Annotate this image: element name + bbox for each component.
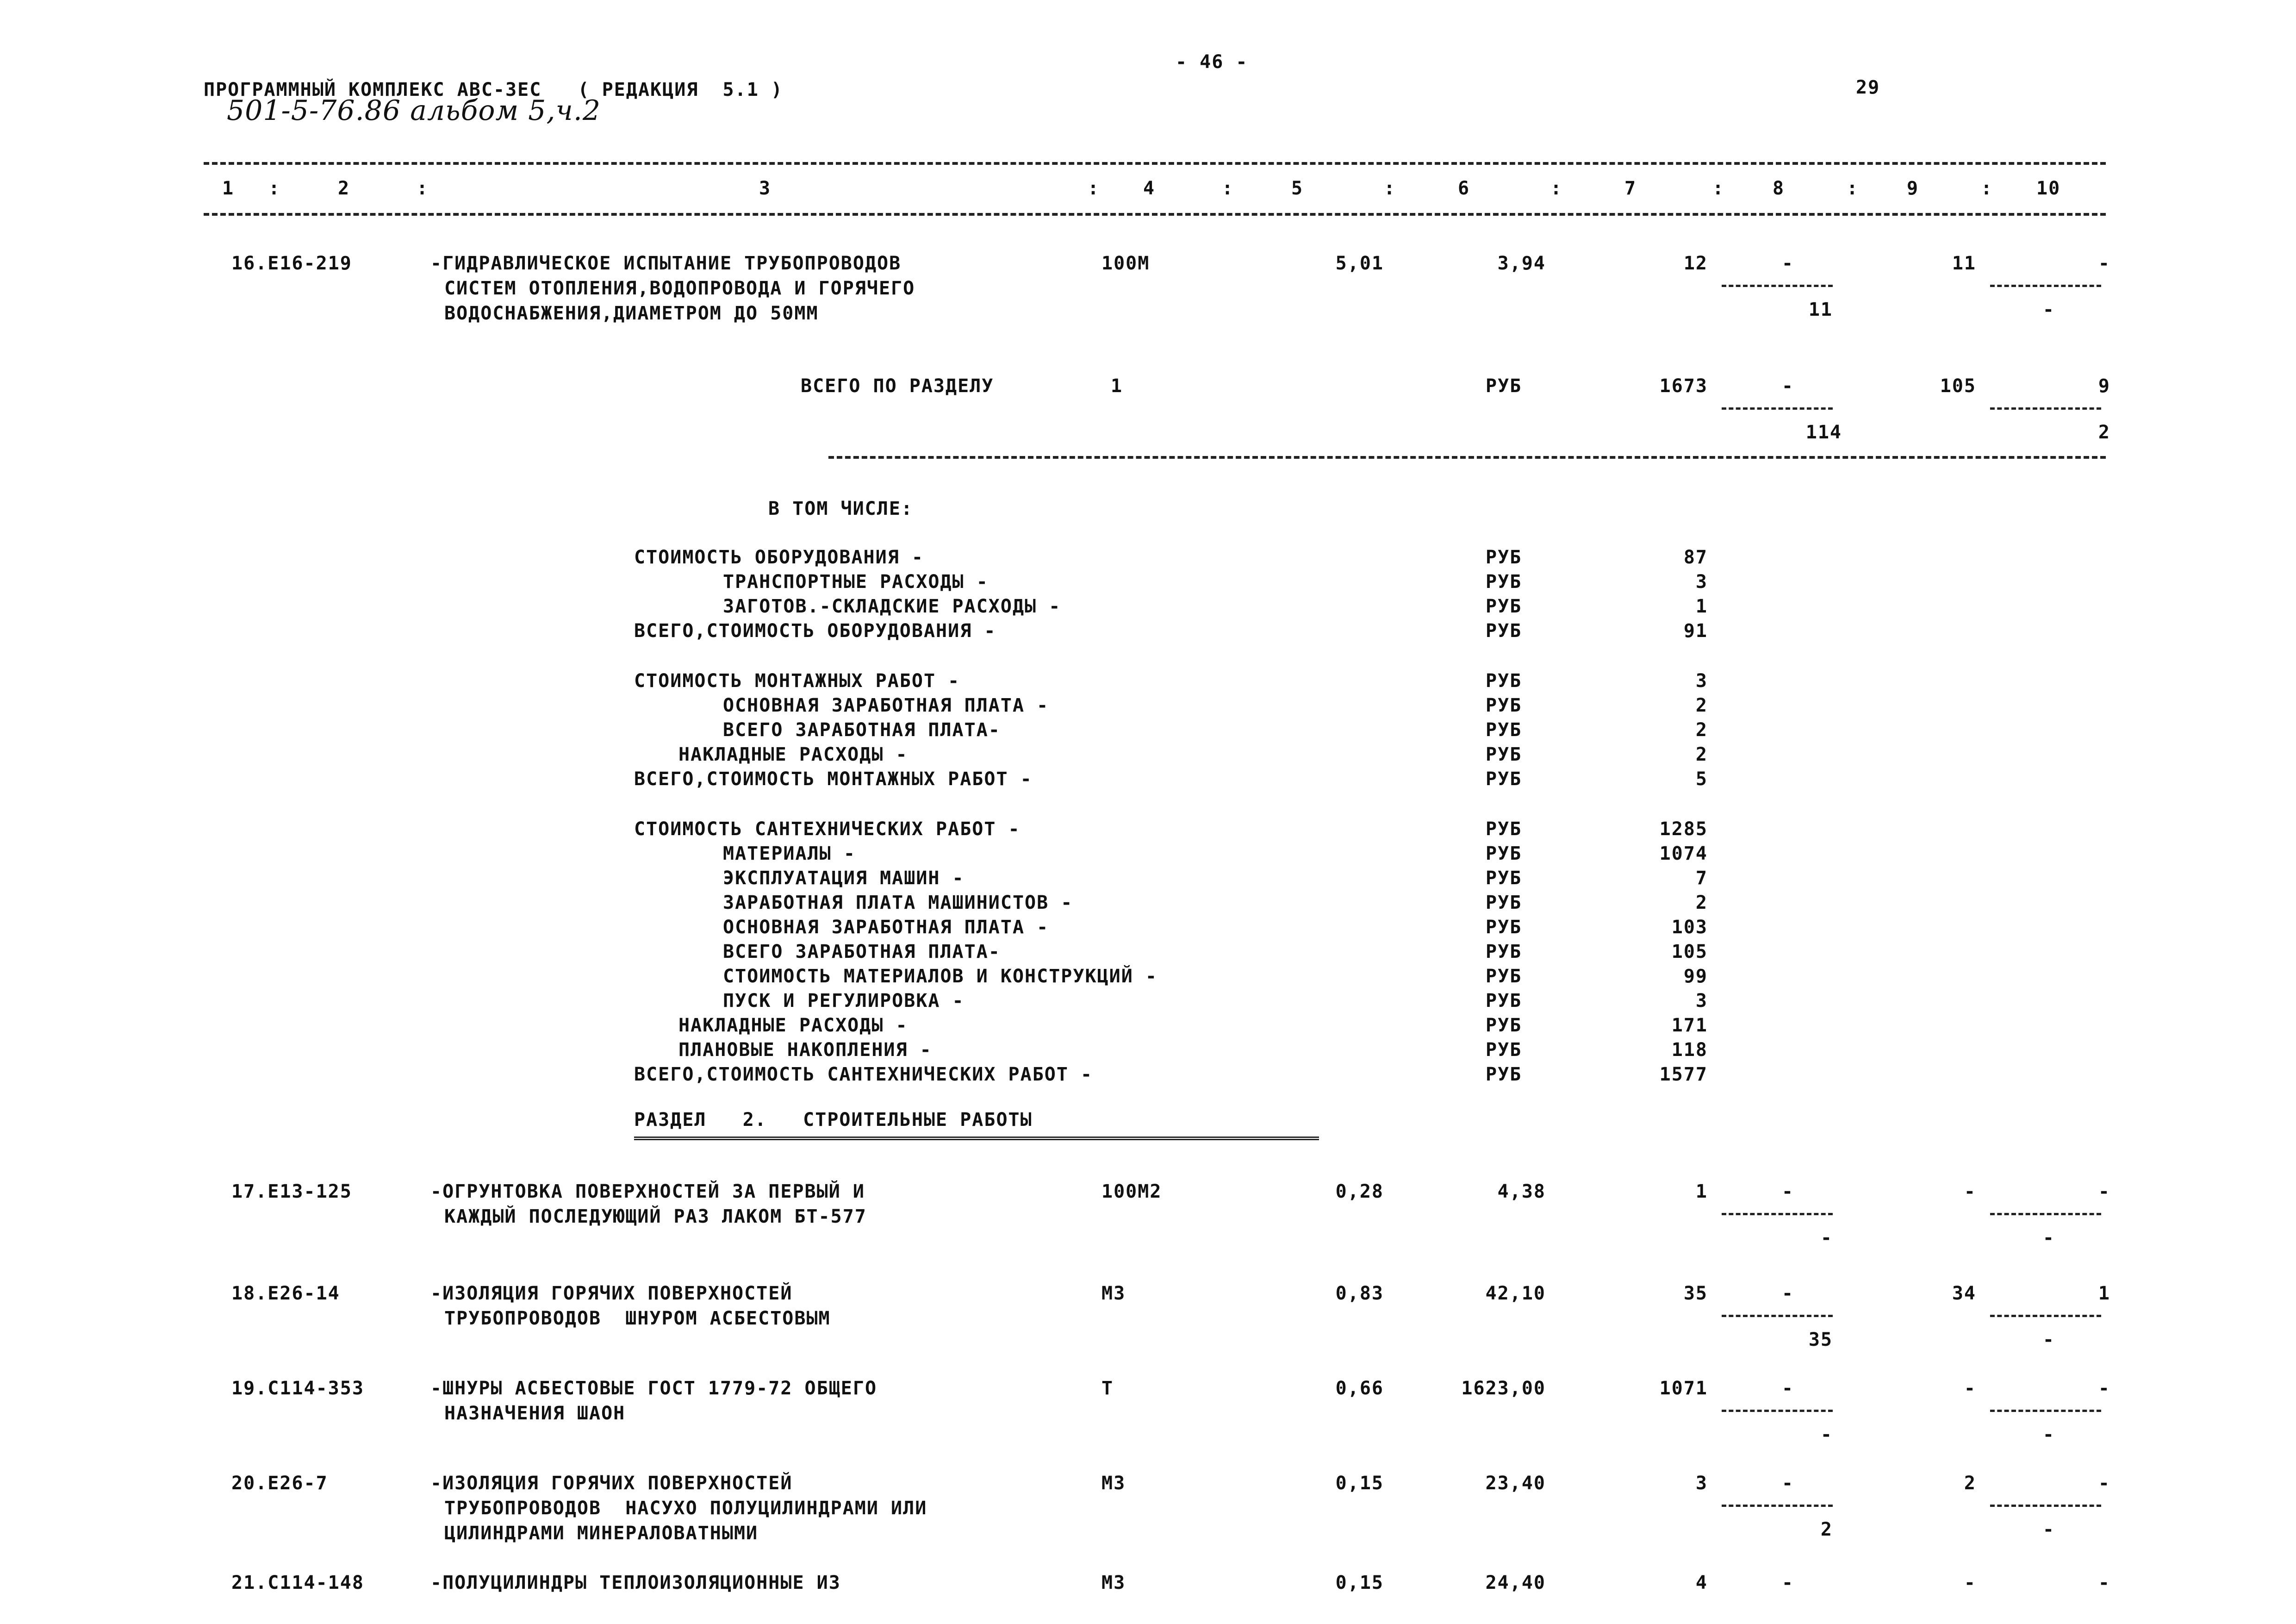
row-unit: М3 xyxy=(1101,1572,1126,1593)
row-col8-top: - xyxy=(1782,1181,1794,1202)
row-unit: М3 xyxy=(1101,1283,1126,1304)
program-title: ПРОГРАММНЫЙ КОМПЛЕКС АВС-3ЕС ( РЕДАКЦИЯ 5.1 ) xyxy=(204,79,783,100)
header-bottom-rule xyxy=(204,213,2106,216)
row-col8-divider xyxy=(1722,285,1833,287)
column-header-8: 8 xyxy=(1773,178,1785,199)
row-desc-line: -ГИДРАВЛИЧЕСКОЕ ИСПЫТАНИЕ ТРУБОПРОВОДОВ xyxy=(430,253,902,274)
row-col10-bottom: - xyxy=(2042,299,2055,320)
row-col10-divider xyxy=(1990,1410,2101,1412)
row-col8-divider xyxy=(1722,1315,1833,1317)
breakdown-unit: РУБ xyxy=(1486,868,1522,889)
row-col8-bottom: - xyxy=(1820,1227,1833,1249)
handwritten-note: 501-5-76.86 альбом 5,ч.2 xyxy=(227,94,601,127)
row-col10-divider xyxy=(1990,1315,2101,1317)
breakdown-label: ВСЕГО,СТОИМОСТЬ ОБОРУДОВАНИЯ - xyxy=(634,620,996,642)
row-col8-bottom: 35 xyxy=(1808,1329,1833,1350)
column-header-1: 1 xyxy=(222,178,235,199)
breakdown-label: ВСЕГО,СТОИМОСТЬ МОНТАЖНЫХ РАБОТ - xyxy=(634,768,1033,790)
section-total-col10-top: 9 xyxy=(2098,375,2110,397)
row-unit-price: 1623,00 xyxy=(1461,1378,1546,1399)
row-col10-bottom: - xyxy=(2042,1329,2055,1350)
column-header-6: 6 xyxy=(1458,178,1470,199)
breakdown-unit: РУБ xyxy=(1486,1015,1522,1036)
row-col8-bottom: 2 xyxy=(1820,1519,1833,1540)
section-2-underline xyxy=(634,1137,1319,1140)
section-total-col10-divider xyxy=(1990,407,2101,410)
row-desc-line: -ИЗОЛЯЦИЯ ГОРЯЧИХ ПОВЕРХНОСТЕЙ xyxy=(430,1473,793,1494)
row-unit-price: 24,40 xyxy=(1485,1572,1546,1593)
row-code-5: 21.С114-148 xyxy=(231,1572,364,1593)
row-col8-top: - xyxy=(1782,1283,1794,1304)
breakdown-value: 105 xyxy=(1671,941,1708,962)
breakdown-unit: РУБ xyxy=(1486,744,1522,765)
page-mark: - 46 - xyxy=(1176,51,1248,73)
breakdown-unit: РУБ xyxy=(1486,843,1522,864)
breakdown-value: 2 xyxy=(1695,695,1708,716)
breakdown-value: 1577 xyxy=(1659,1064,1708,1085)
row-unit: Т xyxy=(1101,1378,1114,1399)
breakdown-value: 118 xyxy=(1671,1039,1708,1061)
breakdown-unit: РУБ xyxy=(1486,719,1522,741)
breakdown-label: ПЛАНОВЫЕ НАКОПЛЕНИЯ - xyxy=(678,1039,932,1061)
breakdown-unit: РУБ xyxy=(1486,917,1522,938)
row-unit-price: 42,10 xyxy=(1485,1283,1546,1304)
header-top-rule xyxy=(204,162,2106,165)
section-total-value: 1673 xyxy=(1659,375,1708,397)
row-col10-top: - xyxy=(2098,253,2110,274)
column-separator: : xyxy=(1384,178,1396,199)
breakdown-label: ПУСК И РЕГУЛИРОВКА - xyxy=(723,990,964,1012)
row-col10-top: - xyxy=(2098,1572,2110,1593)
breakdown-value: 1074 xyxy=(1659,843,1708,864)
breakdown-unit: РУБ xyxy=(1486,571,1522,593)
breakdown-value: 91 xyxy=(1683,620,1708,642)
row-quantity: 0,15 xyxy=(1335,1572,1384,1593)
row-col9: - xyxy=(1964,1181,1976,1202)
breakdown-label: МАТЕРИАЛЫ - xyxy=(723,843,856,864)
column-header-10: 10 xyxy=(2036,178,2061,199)
column-header-5: 5 xyxy=(1291,178,1304,199)
section-total-col10-bottom: 2 xyxy=(2098,422,2110,443)
section-total-col8-divider xyxy=(1722,407,1833,410)
breakdown-value: 99 xyxy=(1683,966,1708,987)
breakdown-value: 2 xyxy=(1695,744,1708,765)
row-desc-line: -ОГРУНТОВКА ПОВЕРХНОСТЕЙ ЗА ПЕРВЫЙ И xyxy=(430,1181,865,1202)
row-quantity: 0,28 xyxy=(1335,1181,1384,1202)
breakdown-unit: РУБ xyxy=(1486,596,1522,617)
row-col8-top: - xyxy=(1782,253,1794,274)
column-header-2: 2 xyxy=(338,178,350,199)
breakdown-label: ТРАНСПОРТНЫЕ РАСХОДЫ - xyxy=(723,571,989,593)
row-desc-line: ВОДОСНАБЖЕНИЯ,ДИАМЕТРОМ ДО 50ММ xyxy=(444,303,819,324)
row-code-0: 16.Е16-219 xyxy=(231,253,352,274)
row-col10-divider xyxy=(1990,1505,2101,1507)
column-separator: : xyxy=(1222,178,1234,199)
column-separator: : xyxy=(1981,178,1993,199)
row-total: 4 xyxy=(1695,1572,1708,1593)
breakdown-unit: РУБ xyxy=(1486,1039,1522,1061)
breakdown-label: НАКЛАДНЫЕ РАСХОДЫ - xyxy=(678,744,908,765)
breakdown-label: НАКЛАДНЫЕ РАСХОДЫ - xyxy=(678,1015,908,1036)
row-total: 12 xyxy=(1683,253,1708,274)
row-col10-top: - xyxy=(2098,1181,2110,1202)
row-unit-price: 3,94 xyxy=(1497,253,1546,274)
row-unit-price: 4,38 xyxy=(1497,1181,1546,1202)
breakdown-label: ОСНОВНАЯ ЗАРАБОТНАЯ ПЛАТА - xyxy=(723,695,1049,716)
row-code-1: 17.Е13-125 xyxy=(231,1181,352,1202)
breakdown-label: ВСЕГО ЗАРАБОТНАЯ ПЛАТА- xyxy=(723,719,1001,741)
section-2-title: РАЗДЕЛ 2. СТРОИТЕЛЬНЫЕ РАБОТЫ xyxy=(634,1109,1033,1131)
row-desc-line: ТРУБОПРОВОДОВ ШНУРОМ АСБЕСТОВЫМ xyxy=(444,1308,831,1329)
row-quantity: 0,15 xyxy=(1335,1473,1384,1494)
row-code-2: 18.Е26-14 xyxy=(231,1283,340,1304)
breakdown-value: 1285 xyxy=(1659,818,1708,840)
breakdown-label: ЭКСПЛУАТАЦИЯ МАШИН - xyxy=(723,868,964,889)
breakdown-unit: РУБ xyxy=(1486,818,1522,840)
row-quantity: 5,01 xyxy=(1335,253,1384,274)
breakdown-label: СТОИМОСТЬ САНТЕХНИЧЕСКИХ РАБОТ - xyxy=(634,818,1020,840)
section-total-number: 1 xyxy=(1111,375,1123,397)
row-col9: 34 xyxy=(1952,1283,1976,1304)
row-col10-bottom: - xyxy=(2042,1227,2055,1249)
row-desc-line: НАЗНАЧЕНИЯ ШАОН xyxy=(444,1403,626,1424)
row-code-4: 20.Е26-7 xyxy=(231,1473,328,1494)
breakdown-unit: РУБ xyxy=(1486,620,1522,642)
breakdown-value: 3 xyxy=(1695,670,1708,692)
breakdown-unit: РУБ xyxy=(1486,547,1522,568)
row-unit-price: 23,40 xyxy=(1485,1473,1546,1494)
row-col8-top: - xyxy=(1782,1378,1794,1399)
column-header-3: 3 xyxy=(759,178,772,199)
section-total-rule xyxy=(828,456,2106,459)
breakdown-label: СТОИМОСТЬ МАТЕРИАЛОВ И КОНСТРУКЦИЙ - xyxy=(723,966,1157,987)
column-header-7: 7 xyxy=(1624,178,1637,199)
row-unit: 100М2 xyxy=(1101,1181,1162,1202)
row-col10-top: 1 xyxy=(2098,1283,2110,1304)
row-desc-line: КАЖДЫЙ ПОСЛЕДУЮЩИЙ РАЗ ЛАКОМ БТ-577 xyxy=(444,1206,867,1227)
row-col8-top: - xyxy=(1782,1572,1794,1593)
row-col9: - xyxy=(1964,1572,1976,1593)
row-desc-line: -ШНУРЫ АСБЕСТОВЫЕ ГОСТ 1779-72 ОБЩЕГО xyxy=(430,1378,877,1399)
row-col9: 11 xyxy=(1952,253,1976,274)
breakdown-unit: РУБ xyxy=(1486,990,1522,1012)
breakdown-value: 103 xyxy=(1671,917,1708,938)
row-col9: 2 xyxy=(1964,1473,1976,1494)
row-desc-line: ЦИЛИНДРАМИ МИНЕРАЛОВАТНЫМИ xyxy=(444,1523,759,1544)
section-total-col9: 105 xyxy=(1940,375,1976,397)
column-separator: : xyxy=(1550,178,1563,199)
row-code-3: 19.С114-353 xyxy=(231,1378,364,1399)
row-desc-line: ТРУБОПРОВОДОВ НАСУХО ПОЛУЦИЛИНДРАМИ ИЛИ xyxy=(444,1498,927,1519)
row-col10-divider xyxy=(1990,285,2101,287)
row-col8-bottom: 11 xyxy=(1808,299,1833,320)
breakdown-unit: РУБ xyxy=(1486,1064,1522,1085)
row-unit: 100М xyxy=(1101,253,1150,274)
row-total: 1071 xyxy=(1659,1378,1708,1399)
breakdown-value: 87 xyxy=(1683,547,1708,568)
section-total-col8-top: - xyxy=(1782,375,1794,397)
breakdown-unit: РУБ xyxy=(1486,768,1522,790)
breakdown-label: СТОИМОСТЬ МОНТАЖНЫХ РАБОТ - xyxy=(634,670,960,692)
column-separator: : xyxy=(417,178,429,199)
row-col8-divider xyxy=(1722,1213,1833,1215)
breakdown-label: ЗАГОТОВ.-СКЛАДСКИЕ РАСХОДЫ - xyxy=(723,596,1061,617)
row-quantity: 0,66 xyxy=(1335,1378,1384,1399)
breakdown-value: 5 xyxy=(1695,768,1708,790)
breakdown-value: 3 xyxy=(1695,571,1708,593)
breakdown-unit: РУБ xyxy=(1486,941,1522,962)
breakdown-label: ВСЕГО ЗАРАБОТНАЯ ПЛАТА- xyxy=(723,941,1001,962)
column-header-4: 4 xyxy=(1143,178,1156,199)
row-col8-divider xyxy=(1722,1410,1833,1412)
row-col10-divider xyxy=(1990,1213,2101,1215)
breakdown-value: 1 xyxy=(1695,596,1708,617)
breakdown-value: 2 xyxy=(1695,892,1708,913)
row-unit: М3 xyxy=(1101,1473,1126,1494)
row-total: 3 xyxy=(1695,1473,1708,1494)
breakdown-label: ЗАРАБОТНАЯ ПЛАТА МАШИНИСТОВ - xyxy=(723,892,1073,913)
column-separator: : xyxy=(1088,178,1100,199)
breakdown-value: 7 xyxy=(1695,868,1708,889)
breakdown-value: 2 xyxy=(1695,719,1708,741)
row-desc-line: СИСТЕМ ОТОПЛЕНИЯ,ВОДОПРОВОДА И ГОРЯЧЕГО xyxy=(444,278,915,299)
row-desc-line: -ИЗОЛЯЦИЯ ГОРЯЧИХ ПОВЕРХНОСТЕЙ xyxy=(430,1283,793,1304)
row-col8-bottom: - xyxy=(1820,1424,1833,1445)
column-separator: : xyxy=(1712,178,1725,199)
page-number: 29 xyxy=(1856,77,1880,98)
including-heading: В ТОМ ЧИСЛЕ: xyxy=(768,498,913,519)
section-total-unit: РУБ xyxy=(1486,375,1522,397)
breakdown-unit: РУБ xyxy=(1486,670,1522,692)
breakdown-value: 3 xyxy=(1695,990,1708,1012)
column-separator: : xyxy=(268,178,281,199)
column-separator: : xyxy=(1847,178,1859,199)
row-col10-top: - xyxy=(2098,1378,2110,1399)
column-header-9: 9 xyxy=(1907,178,1919,199)
row-col8-top: - xyxy=(1782,1473,1794,1494)
row-col8-divider xyxy=(1722,1505,1833,1507)
row-total: 1 xyxy=(1695,1181,1708,1202)
breakdown-unit: РУБ xyxy=(1486,966,1522,987)
breakdown-unit: РУБ xyxy=(1486,892,1522,913)
row-desc-line: -ПОЛУЦИЛИНДРЫ ТЕПЛОИЗОЛЯЦИОННЫЕ ИЗ xyxy=(430,1572,841,1593)
breakdown-label: СТОИМОСТЬ ОБОРУДОВАНИЯ - xyxy=(634,547,924,568)
row-total: 35 xyxy=(1683,1283,1708,1304)
row-col9: - xyxy=(1964,1378,1976,1399)
row-col10-top: - xyxy=(2098,1473,2110,1494)
section-total-col8-bottom: 114 xyxy=(1805,422,1842,443)
breakdown-value: 171 xyxy=(1671,1015,1708,1036)
breakdown-unit: РУБ xyxy=(1486,695,1522,716)
section-total-label: ВСЕГО ПО РАЗДЕЛУ xyxy=(801,375,994,397)
breakdown-label: ВСЕГО,СТОИМОСТЬ САНТЕХНИЧЕСКИХ РАБОТ - xyxy=(634,1064,1093,1085)
row-col10-bottom: - xyxy=(2042,1424,2055,1445)
row-col10-bottom: - xyxy=(2042,1519,2055,1540)
row-quantity: 0,83 xyxy=(1335,1283,1384,1304)
breakdown-label: ОСНОВНАЯ ЗАРАБОТНАЯ ПЛАТА - xyxy=(723,917,1049,938)
